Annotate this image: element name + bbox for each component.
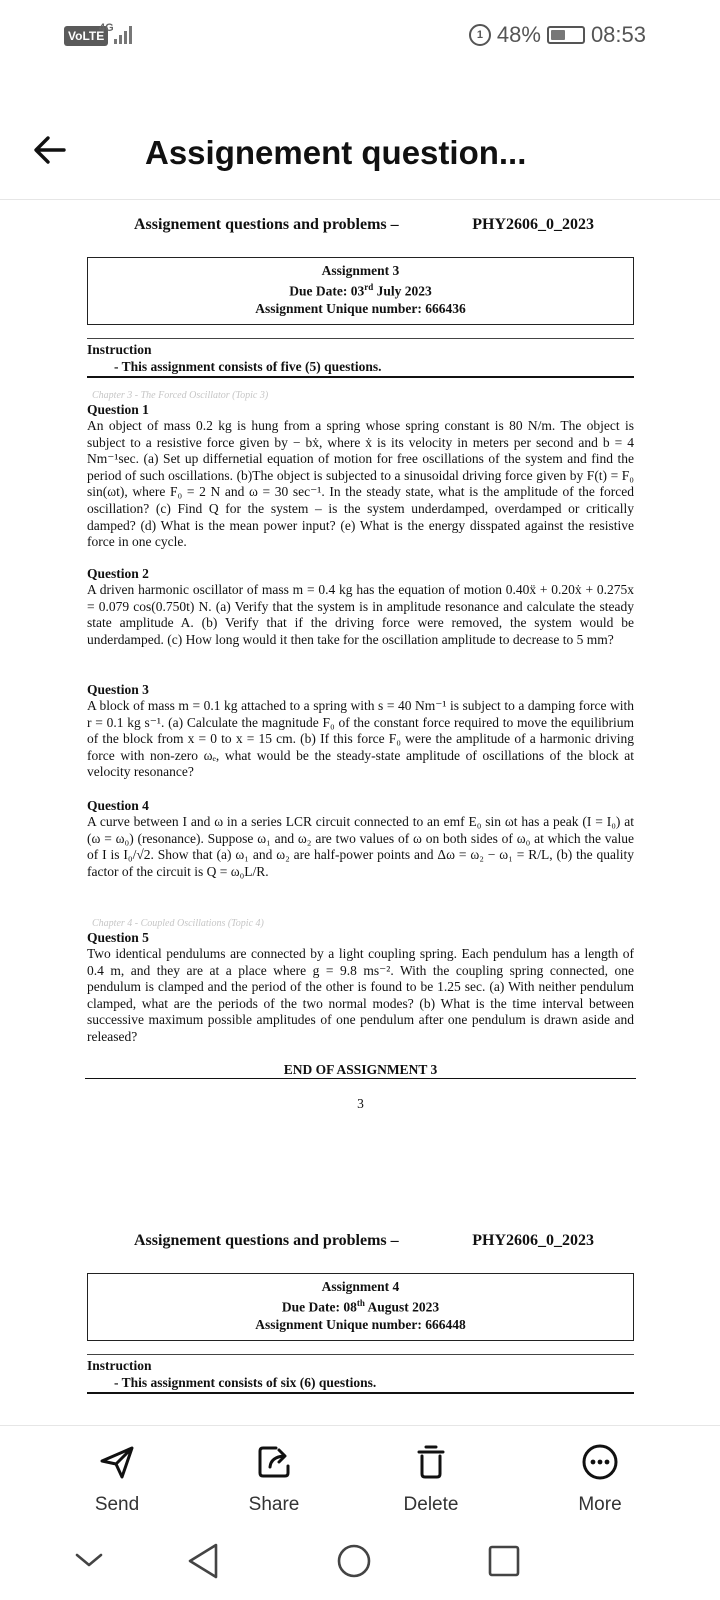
send-label: Send — [94, 1494, 140, 1515]
question-body: Two identical pendulums are connected by a light coupling spring. Each pendulum has a length of 0.4 m, and they are at a place where g = 9.8 ms⁻². With the coupling spring connected, one pendulum is clamped and the period of the other is found to be 1.25 sec. (a) With neither pendulum clamped, what are the periods of the two normal modes? (b) What is the time interval between successive maximum possible amplitudes of one pendulum after one pendulum is drawn aside and released? — [87, 946, 634, 1044]
status-bar — [0, 0, 720, 72]
assignment-title: Assignment 3 — [321, 263, 400, 278]
instruction-title: Instruction — [87, 1358, 152, 1373]
question-title: Question 4 — [87, 798, 149, 813]
assignment-title: Assignment 4 — [321, 1279, 400, 1294]
question-title: Question 3 — [87, 682, 149, 697]
end-of-assignment: END OF ASSIGNMENT 3 — [283, 1062, 438, 1077]
course-code: PHY2606_0_2023 — [472, 1232, 594, 1249]
nav-home-icon[interactable] — [336, 1543, 372, 1579]
delete-button[interactable] — [371, 1442, 491, 1516]
question-body: A driven harmonic oscillator of mass m = 0.4 kg has the equation of motion 0.40ẍ + 0.20ẋ + 0.275x = 0.079 cos(0.750t) N. (a) Verify that the system is in amplitude resonance and calculate the steady state amplitude A. (b) Verify that if the driving force were removed, the system would be underdamped. (c) How long would it then take for the oscillation amplitude to decrease to 5 mm? — [87, 582, 634, 647]
delete-label: Delete — [403, 1494, 459, 1515]
instruction-title: Instruction — [87, 342, 152, 357]
chapter-watermark: Chapter 3 - The Forced Oscillator (Topic 3) — [92, 390, 269, 401]
nav-recents-icon[interactable] — [488, 1545, 520, 1577]
network-type: 4G — [99, 22, 114, 34]
page-title: Assignement question... — [145, 134, 527, 171]
more-label: More — [578, 1494, 622, 1515]
clock: 08:53 — [590, 22, 646, 47]
arrow-left-icon — [30, 130, 70, 170]
app-header — [0, 110, 720, 200]
battery-icon — [547, 26, 585, 44]
due-date: Due Date: 08th August 2023 — [281, 1298, 440, 1315]
divider — [87, 1392, 634, 1394]
more-icon — [580, 1442, 620, 1482]
instruction-item: - This assignment consists of five (5) questions. — [114, 359, 382, 374]
question-body: A block of mass m = 0.1 kg attached to a spring with s = 40 Nm⁻¹ is subject to a damping force with r = 0.1 kg s⁻¹. (a) Calculate the magnitude F₀ of the constant force required to move the equilibrium of the block from x = 0 to x = 15 cm. (b) If this force F₀ were the amplitude of a harmonic driving force with non-zero ωₑ, what would be the steady-state amplitude of oscillations of the block at velocity resonance? — [87, 698, 634, 780]
divider — [87, 376, 634, 378]
question-title: Question 1 — [87, 402, 149, 417]
doc-header — [134, 216, 594, 234]
divider — [87, 1354, 634, 1355]
chevron-down-icon[interactable] — [74, 1550, 104, 1570]
unique-number: Assignment Unique number: 666448 — [255, 1316, 466, 1332]
share-icon — [254, 1442, 294, 1482]
course-line: Assignement questions and problems – — [134, 216, 399, 233]
volte-badge: VoLTE — [64, 26, 108, 46]
nav-back-icon[interactable] — [186, 1542, 220, 1580]
course-code: PHY2606_0_2023 — [472, 216, 594, 233]
battery-percent: 48% — [496, 22, 541, 47]
more-button[interactable] — [540, 1442, 660, 1516]
question-title: Question 2 — [87, 566, 149, 581]
course-line: Assignement questions and problems – — [134, 1232, 399, 1249]
assignment-box — [87, 257, 634, 325]
chapter-watermark: Chapter 4 - Coupled Oscillations (Topic 4) — [92, 918, 264, 929]
trash-icon — [411, 1442, 451, 1482]
action-bar — [0, 1425, 720, 1533]
divider — [87, 338, 634, 339]
question-body: An object of mass 0.2 kg is hung from a spring whose spring constant is 80 N/m. The object is subject to a resistive force given by − bẋ, where ẋ is its velocity in meters per second and b = 4 Nm⁻¹sec. (a) Set up differnetial equation of motion for free oscillations of the system and find the period of such oscillations. (b)The object is subjected to a sinusoidal driving force given by F(t) = F₀ sin(ωt), where F₀ = 2 N and ω = 30 sec⁻¹. In the steady state, what is the amplitude of the forced oscillation? (c) Find Q for the system – is the system underdamped, overdamped or critically damped? (d) What is the mean power input? (e) What is the energy disspated against the resistive force in one cycle. — [87, 418, 634, 550]
question-title: Question 5 — [87, 930, 149, 945]
due-date: Due Date: 03rd July 2023 — [289, 282, 432, 299]
back-button[interactable] — [30, 130, 74, 174]
instruction-item: - This assignment consists of six (6) questions. — [114, 1375, 377, 1390]
page-number: 3 — [357, 1096, 364, 1111]
assignment-box — [87, 1273, 634, 1341]
document-viewer[interactable] — [0, 200, 720, 1425]
doc-header — [134, 1232, 594, 1250]
alarm-icon: 1 — [469, 24, 491, 46]
send-icon — [97, 1442, 137, 1482]
signal-icon — [114, 24, 136, 44]
navigation-bar — [0, 1533, 720, 1600]
send-button[interactable] — [57, 1442, 177, 1516]
unique-number: Assignment Unique number: 666436 — [255, 300, 466, 316]
share-label: Share — [248, 1494, 300, 1515]
divider — [85, 1078, 636, 1079]
share-button[interactable] — [214, 1442, 334, 1516]
question-body: A curve between I and ω in a series LCR circuit connected to an emf E₀ sin ωt has a peak (I = I₀) at (ω = ω₀) (resonance). Suppose ω₁ and ω₂ are two values of ω on both sides of ω₀ at which the value of I is I₀/√2. Show that (a) ω₁ and ω₂ are half-power points and Δω = ω₂ − ω₁ = R/L, (b) the quality factor of the circuit is Q = ω₀L/R. — [87, 814, 634, 879]
